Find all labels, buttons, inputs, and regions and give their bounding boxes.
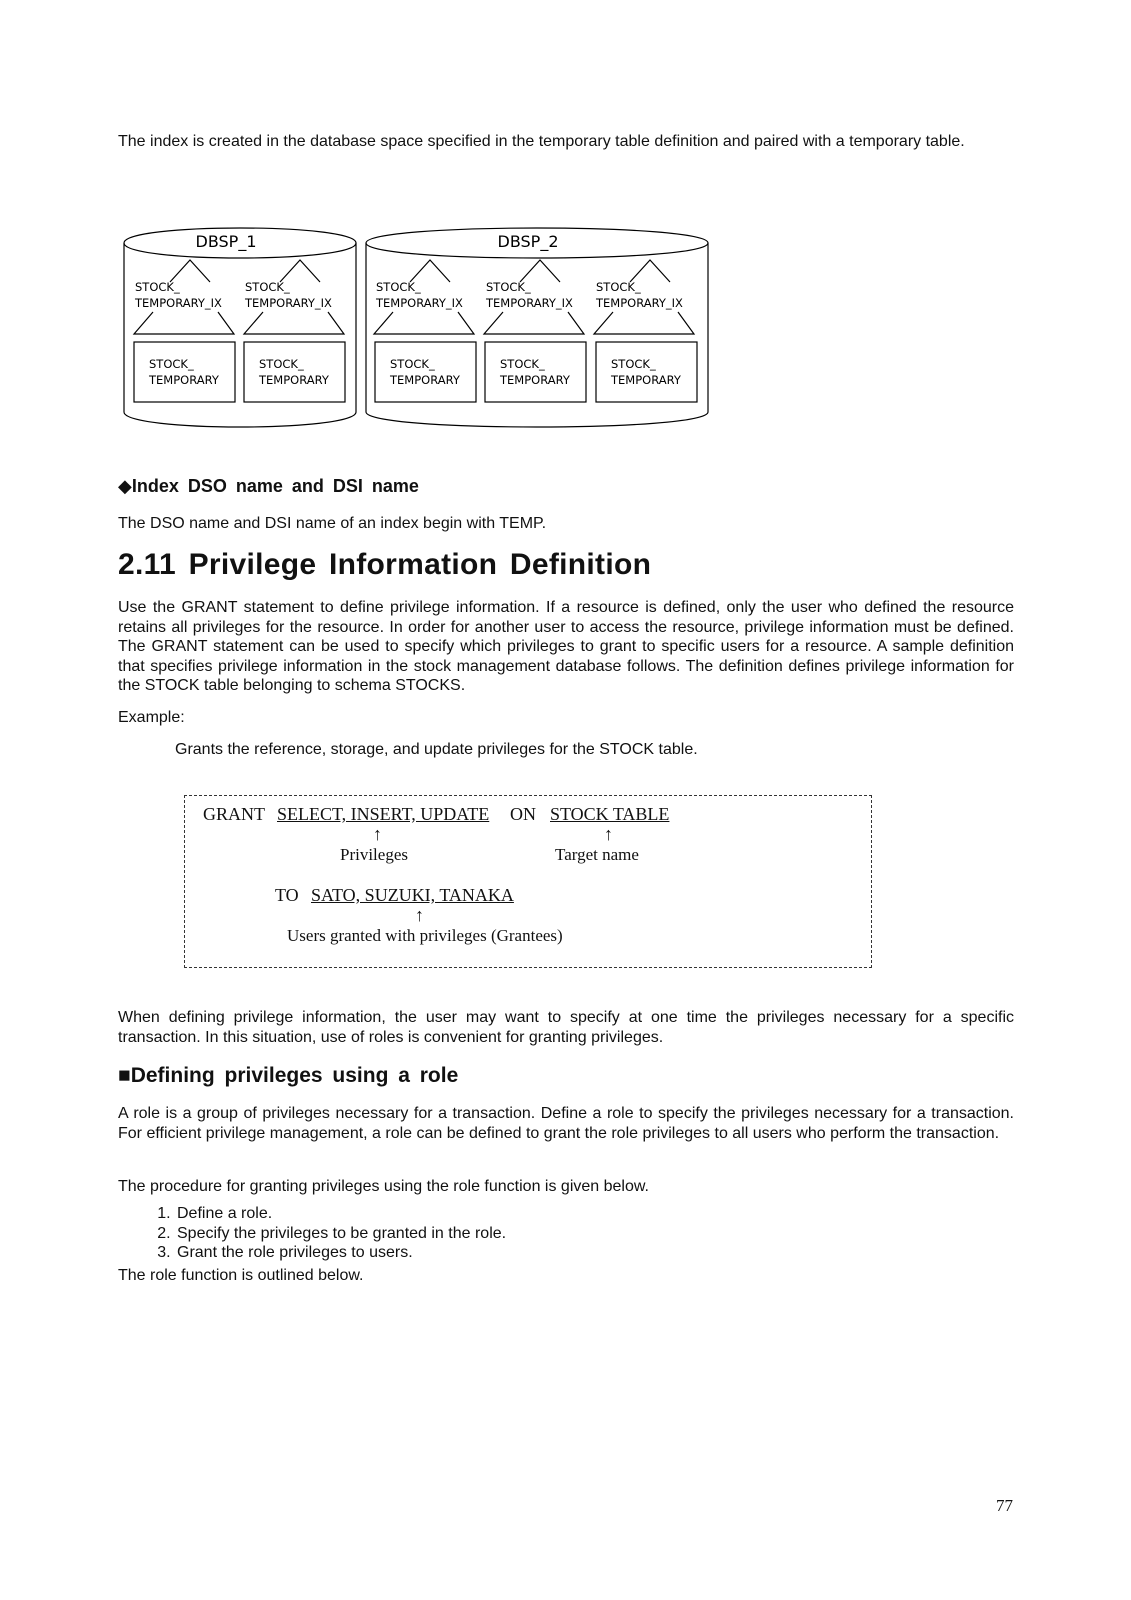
index-dso-text: The DSO name and DSI name of an index begin with TEMP.: [118, 515, 547, 532]
grant-diagram: [184, 795, 872, 968]
role-heading: [118, 1064, 458, 1088]
target-arrow-icon: ↑: [604, 824, 613, 844]
grantees-caption: Users granted with privileges (Grantees): [287, 926, 563, 945]
list-item: 3. Grant the role privileges to users.: [175, 1243, 506, 1263]
section-title: Privilege Information Definition: [188, 548, 652, 581]
privileges-arrow-icon: ↑: [373, 824, 382, 844]
index-label: TEMPORARY_IX: [135, 296, 222, 310]
procedure-steps: [118, 1204, 506, 1263]
grant-privileges: SELECT, INSERT, UPDATE: [277, 804, 490, 824]
table-label: TEMPORARY: [390, 373, 460, 387]
index-label: STOCK_: [376, 280, 421, 294]
section-heading: [118, 548, 651, 582]
index-label: TEMPORARY_IX: [376, 296, 463, 310]
table-label: TEMPORARY: [500, 373, 570, 387]
index-dso-heading: [118, 476, 419, 497]
index-label: STOCK_: [135, 280, 180, 294]
intro-paragraph: The index is created in the database space specified in the temporary table definition and paired with a temporary table.: [118, 133, 965, 150]
example-label: Example:: [118, 709, 185, 726]
role-outro: The role function is outlined below.: [118, 1267, 364, 1284]
table-label: STOCK_: [149, 357, 194, 371]
role-paragraph: A role is a group of privileges necessary for a transaction. Define a role to specify the privileges necessary for a transaction. For efficient privilege management, a role can be defined to grant the role privileges to all users who perform the transaction.: [118, 1105, 1014, 1142]
after-example-paragraph: When defining privilege information, the user may want to specify at one time the privileges necessary for a specific transaction. In this situation, use of roles is convenient for granting privileges.: [118, 1009, 1014, 1046]
index-label: TEMPORARY_IX: [596, 296, 683, 310]
dbsp1-label: DBSP_1: [195, 232, 257, 251]
list-item: 2. Specify the privileges to be granted in the role.: [175, 1224, 506, 1244]
table-label: TEMPORARY: [149, 373, 219, 387]
on-keyword: ON: [510, 804, 536, 824]
privileges-caption: Privileges: [340, 845, 408, 864]
dbsp-diagram: [118, 218, 728, 436]
index-dso-heading-text: Index DSO name and DSI name: [131, 476, 419, 496]
procedure-intro: The procedure for granting privileges using the role function is given below.: [118, 1178, 649, 1195]
table-label: STOCK_: [390, 357, 435, 371]
grantees: SATO, SUZUKI, TANAKA: [311, 885, 514, 905]
table-label: STOCK_: [611, 357, 656, 371]
index-label: STOCK_: [245, 280, 290, 294]
index-label: TEMPORARY_IX: [486, 296, 573, 310]
grant-keyword: GRANT: [203, 804, 265, 824]
grantees-arrow-icon: ↑: [415, 905, 424, 925]
list-item: 1. Define a role.: [175, 1204, 506, 1224]
section-number: 2.11: [118, 548, 176, 581]
index-label: TEMPORARY_IX: [245, 296, 332, 310]
target-caption: Target name: [555, 845, 639, 864]
table-label: STOCK_: [259, 357, 304, 371]
page-number: 77: [996, 1496, 1013, 1515]
index-label: STOCK_: [486, 280, 531, 294]
section-paragraph: Use the GRANT statement to define privilege information. If a resource is defined, only the user who defined the resource retains all privileges for the resource. In order for another user to access the resource, privilege information must be defined. The GRANT statement can be used to specify which privileges to grant to specific users for a resource. A sample definition that specifies privilege information in the stock management database follows. The definition defines privilege information for the STOCK table belonging to schema STOCKS.: [118, 599, 1014, 694]
role-heading-text: Defining privileges using a role: [130, 1064, 459, 1087]
diamond-bullet-icon: ◆: [118, 476, 132, 496]
table-label: STOCK_: [500, 357, 545, 371]
index-label: STOCK_: [596, 280, 641, 294]
to-keyword: TO: [275, 885, 299, 905]
table-label: TEMPORARY: [259, 373, 329, 387]
example-description: Grants the reference, storage, and update privileges for the STOCK table.: [175, 741, 698, 758]
square-bullet-icon: ■: [118, 1064, 131, 1087]
dbsp2-label: DBSP_2: [497, 232, 559, 251]
grant-target: STOCK TABLE: [550, 804, 670, 824]
table-label: TEMPORARY: [611, 373, 681, 387]
